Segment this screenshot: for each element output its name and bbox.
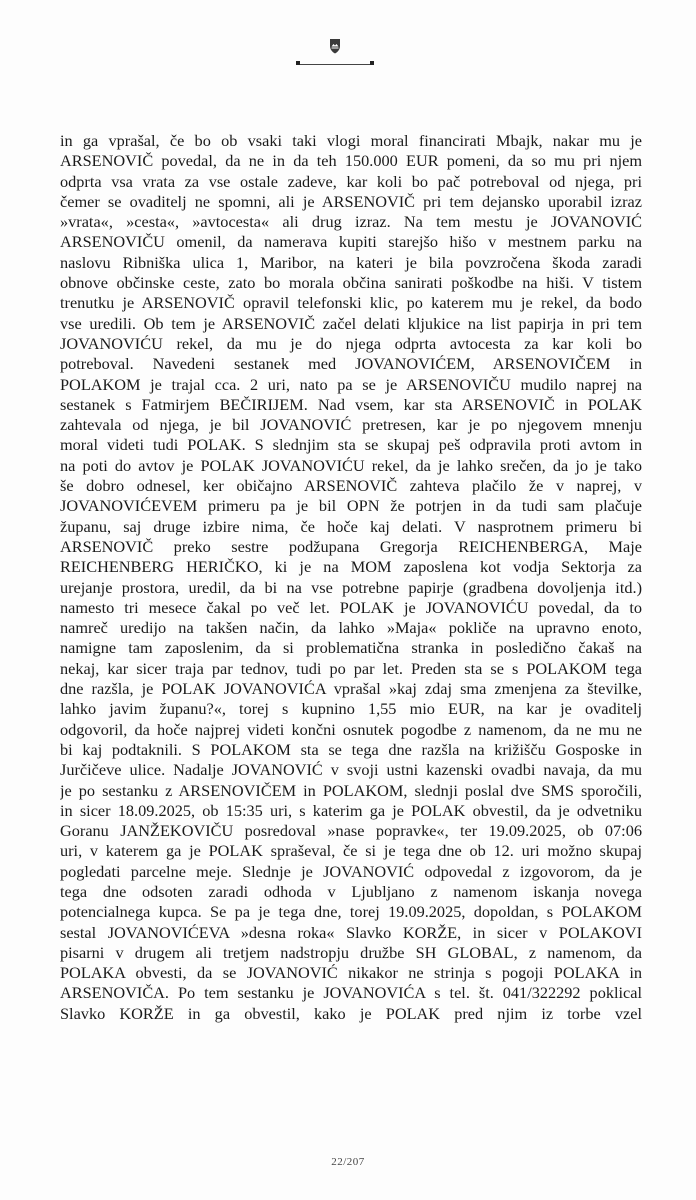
text-line: pogledati parcelne meje. Slednje je JOVANOVIĆ odpovedal z izgovorom, da je: [60, 861, 642, 881]
header-rule: [300, 64, 370, 65]
text-line: odgovoril, da hoče najprej videti končni osnutek pogodbe z namenom, da ne mu ne: [60, 719, 642, 739]
text-line: ARSENOVIČU omenil, da namerava kupiti starejšo hišo v mestnem parku na: [60, 232, 642, 252]
text-line: čemer se ovaditelj ne spomni, ali je ARSENOVIČ pri tem dejansko uporabil izraz: [60, 191, 642, 211]
text-line: tega dne odsoten zaradi odhoda v Ljubljano z namenom iskanja novega: [60, 881, 642, 901]
body-text: [60, 131, 642, 1044]
text-line: lahko javim županu?«, torej s kupnino 1,55 mio EUR, na kar je ovaditelj: [60, 699, 642, 719]
page-number: 22/207: [331, 1156, 365, 1168]
text-line: urejanje prostora, uredil, da bi na vse potrebne papirje (gradbena dovoljenja itd.): [60, 577, 642, 597]
text-line: JOVANOVIĆU rekel, da mu je do njega odprta avtocesta za kar koli bo: [60, 333, 642, 353]
text-line: Slavko KORŽE in ga obvestil, kako je POLAK pred njim iz torbe vzel: [60, 1003, 642, 1023]
text-line: je po sestanku z ARSENOVIČEM in POLAKOM, slednji poslal dve SMS sporočili,: [60, 780, 642, 800]
text-line: Jurčičeve ulice. Nadalje JOVANOVIĆ v svoji ustni kazenski ovadbi navaja, da mu: [60, 760, 642, 780]
text-line: bi kaj podtaknili. S POLAKOM sta se tega dne razšla na križišču Gosposke in: [60, 739, 642, 759]
text-line: POLAKOM je trajal cca. 2 uri, nato pa se je ARSENOVIČU mudilo naprej na: [60, 374, 642, 394]
text-line: obnove občinske ceste, zato bo morala občina sanirati poškodbe na hiši. V tistem: [60, 273, 642, 293]
text-line: [60, 1024, 642, 1044]
text-line: moral videti tudi POLAK. S slednjim sta se skupaj peš odpravila proti avtom in: [60, 435, 642, 455]
coat-of-arms-icon: [329, 38, 341, 54]
text-line: sestal JOVANOVIĆEVA »desna roka« Slavko KORŽE, in sicer v POLAKOVI: [60, 922, 642, 942]
text-line: namreč uredijo na takšen način, da lahko »Maja« pokliče na upravno enoto,: [60, 618, 642, 638]
text-line: pisarni v drugem ali tretjem nadstropju družbe SH GLOBAL, z namenom, da: [60, 942, 642, 962]
text-line: in ga vprašal, če bo ob vsaki taki vlogi moral financirati Mbajk, nakar mu je: [60, 131, 642, 150]
text-line: JOVANOVIĆEVEM primeru pa je bil OPN že potrjen in da tudi sam plačuje: [60, 496, 642, 516]
text-line: na poti do avtov je POLAK JOVANOVIĆU rekel, da je lahko srečen, da jo je tako: [60, 455, 642, 475]
text-line: POLAKA obvesti, da se JOVANOVIĆ nikakor ne strinja s pogoji POLAKA in: [60, 963, 642, 983]
text-line: ARSENOVIČ preko sestre podžupana Gregorja REICHENBERGA, Maje: [60, 536, 642, 556]
header-rule-dot-right: [370, 61, 374, 65]
text-line: potreboval. Navedeni sestanek med JOVANOVIĆEM, ARSENOVIČEM in: [60, 354, 642, 374]
text-line: potencialnega kupca. Se pa je tega dne, torej 19.09.2025, dopoldan, s POLAKOM: [60, 902, 642, 922]
text-line: nekaj, kar sicer traja par tednov, tudi po par let. Preden sta se s POLAKOM tega: [60, 658, 642, 678]
text-line: in sicer 18.09.2025, ob 15:35 uri, s katerim ga je POLAK obvestil, da je odvetniku: [60, 800, 642, 820]
text-line: Goranu JANŽEKOVIČU posredoval »nase popravke«, ter 19.09.2025, ob 07:06: [60, 821, 642, 841]
text-line: vse uredili. Ob tem je ARSENOVIČ začel delati kljukice na list papirja in pri tem: [60, 313, 642, 333]
text-line: ARSENOVIČA. Po tem sestanku je JOVANOVIĆA s tel. št. 041/322292 poklical: [60, 983, 642, 1003]
text-line: trenutku je ARSENOVIČ opravil telefonski klic, po katerem mu je rekel, da bodo: [60, 293, 642, 313]
text-line: še dobro odnesel, ker običajno ARSENOVIČ zahteva plačilo že v naprej, v: [60, 476, 642, 496]
text-line: dne razšla, je POLAK JOVANOVIĆA vprašal »kaj zdaj sma zmenjena za številke,: [60, 679, 642, 699]
text-line: sestanek s Fatmirjem BEČIRIJEM. Nad vsem, kar sta ARSENOVIČ in POLAK: [60, 394, 642, 414]
text-line: naslovu Ribniška ulica 1, Maribor, na kateri je bila povzročena škoda zaradi: [60, 252, 642, 272]
text-line: REICHENBERG HERIČKO, ki je na MOM zaposlena kot vodja Sektorja za: [60, 557, 642, 577]
text-line: namigne tam zaposlenim, da si problematična stranka in posledično čakaš na: [60, 638, 642, 658]
text-line: ARSENOVIČ povedal, da ne in da teh 150.000 EUR pomeni, da so mu pri njem: [60, 151, 642, 171]
text-line: županu, saj druge izbire nima, če hoče kaj delati. V nasprotnem primeru bi: [60, 516, 642, 536]
text-line: uri, v katerem ga je POLAK spraševal, če si je tega dne ob 12. uri možno skupaj: [60, 841, 642, 861]
text-line: namesto tri mesece čakal po več let. POLAK je JOVANOVIĆU povedal, da to: [60, 597, 642, 617]
text-line: odprta vsa vrata za vse ostale zadeve, kar koli bo pač potreboval od njega, pri: [60, 171, 642, 191]
text-line: »vrata«, »cesta«, »avtocesta« ali drug izraz. Na tem mestu je JOVANOVIĆ: [60, 212, 642, 232]
text-line: zahtevala od njega, je bil JOVANOVIĆ pretresen, kar je po njegovem mnenju: [60, 415, 642, 435]
